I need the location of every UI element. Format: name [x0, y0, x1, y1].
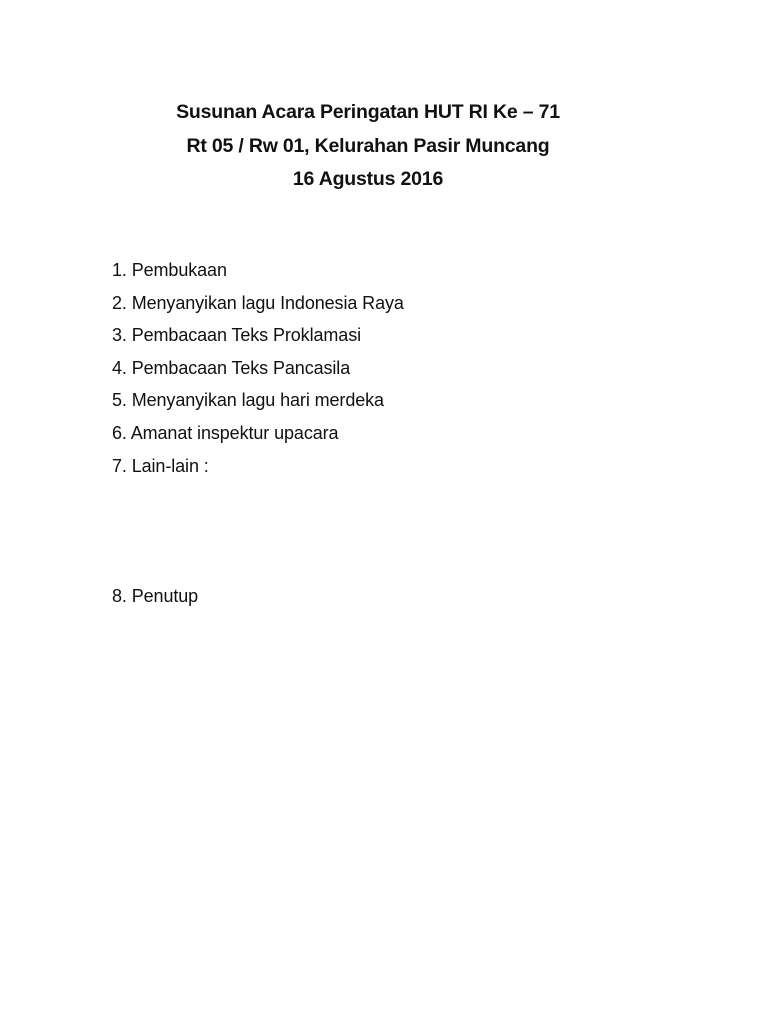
title-line-1: Susunan Acara Peringatan HUT RI Ke – 71: [176, 101, 560, 123]
list-item: 5. Menyanyikan lagu hari merdeka: [112, 390, 384, 411]
agenda-list: [112, 254, 404, 613]
title-line-3: 16 Agustus 2016: [292, 168, 444, 190]
list-item: 3. Pembacaan Teks Proklamasi: [112, 325, 361, 346]
list-item: 8. Penutup: [112, 586, 199, 607]
list-item: 6. Amanat inspektur upacara: [112, 422, 339, 443]
blank-space: [112, 482, 404, 580]
title-line-2: Rt 05 / Rw 01, Kelurahan Pasir Muncang: [186, 134, 550, 157]
list-item: 4. Pembacaan Teks Pancasila: [112, 357, 351, 378]
list-item: 2. Menyanyikan lagu Indonesia Raya: [112, 292, 404, 313]
list-item: 1. Pembukaan: [112, 260, 227, 280]
document-title: [112, 96, 624, 197]
list-item: 7. Lain-lain :: [112, 455, 209, 476]
